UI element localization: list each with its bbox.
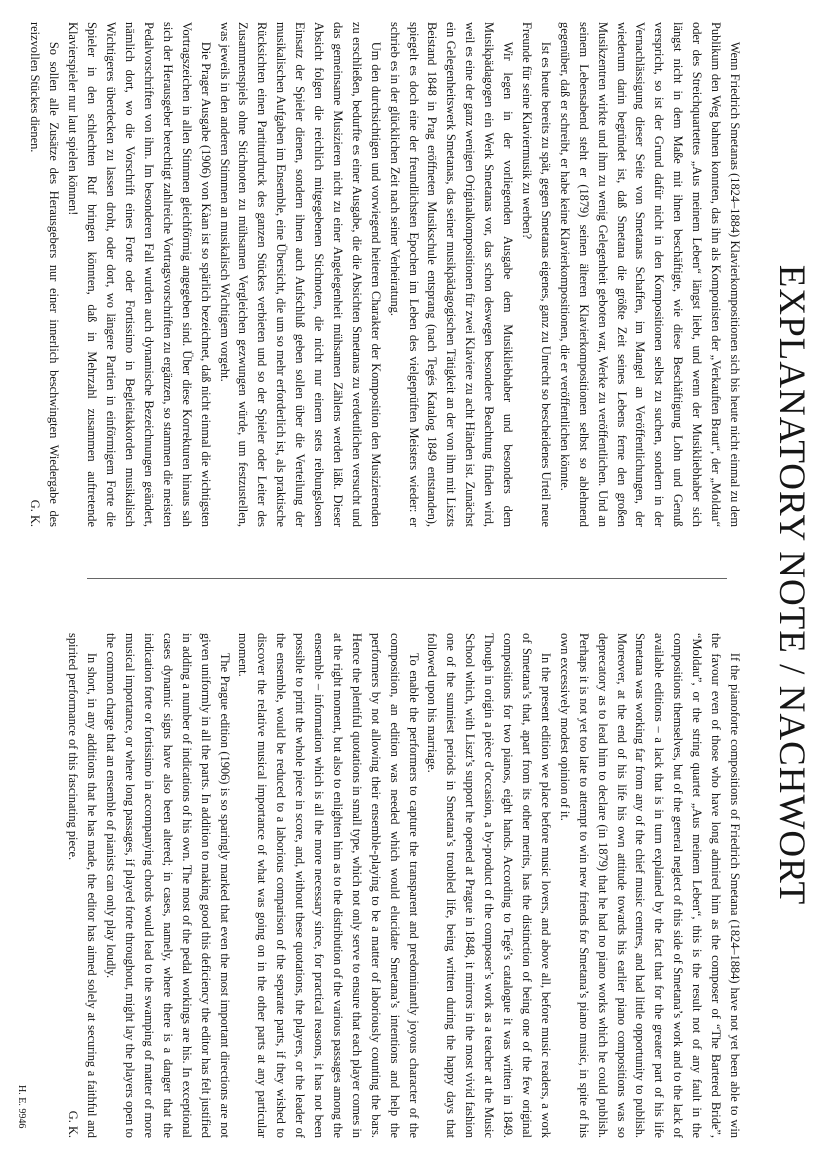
german-paragraph: Wenn Friedrich Smetanas (1824–1884) Klavierkompositionen sich bis heute nicht einmal zu dem Publikum den Weg bahnen konnten, das ihn als Komponisten der „Verkauften Braut“, der „Moldau“ oder des Streichquartettes „Aus meinem Leben“ längst liebt, und wenn der Musikliebhaber sich längst nicht in dem Maße mit ihnen beschäftigte, wie diese Beschäftigung Lohn und Genuß verspricht, so ist der Grund dafür nicht in den Kompositionen selbst zu suchen, sondern in der Vernachlässigung dieser Seite von Smetanas Schaffen, im Mangel an Veröffentlichungen, der wiederum darin begründet ist, daß Smetana die größte Zeit seines Lebens ferne den großen Musikzentren wirkte und ihm zu wenig Gelegenheit geboten war, Werke zu veröffentlichen. Und an seinem Lebensabend steht er (1879) seinen älteren Klavierkompositionen selbst so ablehnend gegenüber, daß er schreibt, er habe keine Klavierkompositionen, die er veröffentlichen könnte. — [557, 22, 742, 527]
german-paragraph: Um den durchsichtigen und vorwiegend heiteren Charakter der Komposition den Musizierenden zu erschließen, bedurfte es einer Ausgabe, die die Absichten Smetanas zu verdeutlichen versucht und das gemeinsame Musizieren nicht zu einer Angelegenheit mühsamen Zählens werden läßt. Dieser Absicht folgen die reichlich mitgegebenen Stichnoten, die nicht nur einem stets reibungslosen Einsatz der Spieler dienen, sondern ihnen auch Aufschluß geben sollen über die Verteilung der musikalischen Aufgaben im Ensemble, eine Übersicht, die um so mehr erforderlich ist, als praktische Rücksichten einen Partiturdruck des ganzen Stückes verbieten und so der Spieler oder Leiter des Zusammenspiels ohne Stichnoten zu mühsamen Vergleichen gezwungen würde, um festzustellen, was jeweils in den anderen Stimmen an musikalisch Wichtigem vorgeht. — [217, 22, 383, 527]
german-column — [28, 22, 744, 527]
german-paragraph: Wir legen in der vorliegenden Ausgabe dem Musikliebhaber und besonders dem Musikpädagogen ein Werk Smetanas vor, das schon deswegen besondere Beachtung finden wird, weil es eine der ganz wenigen Originalkompositionen für zwei Klaviere zu acht Händen ist. Zunächst ein Gelegenheitswerk Smetanas, das seiner musikpädagogischen Tätigkeit an der von ihm mit Liszts Beistand 1848 in Prag eröffneten Musikschule entsprang (nach Tegés Katalog 1849 entstanden), spiegelt es doch eine der freundlichsten Epochen im Leben des vielgeprüften Meisters wieder: er schrieb es in der glücklichen Zeit nach seiner Verheiratung. — [387, 22, 516, 527]
english-column — [39, 633, 744, 1138]
english-paragraph: In the present edition we place before music lovers, and above all, before music readers, a work of Smetana’s that, apart from its other merits, has the distinction of being one of the few original compositions for two pianos, eight hands. According to Tegé’s catalogue it was written in 1849. Though in origin a pièce d’occasion, a by-product of the composer’s work as a teacher at the Music School which, with Liszt’s support he opened at Prague in 1848, it mirrors in the most vivid fashion one of the sunniest periods in Smetana’s troubled life, being written during the happy days that followed upon his marriage. — [425, 633, 553, 1138]
english-paragraph: The Prague edition (1906) is so sparingly marked that even the most important directions are not given uniformly in all the parts. In addition to making good this deficiency the editor has felt justified in adding a number of indications of his own. The most of the pedal workings are his. In exceptional cases dynamic signs have also been altered; in cases, namely, where there is a danger that the indication forte or fortissimo in accompanying chords would lead to the swamping of matter of more musical importance, or where long passages, if played forte throughout, might lay the players open to the common charge that an ensemble of pianists can only play loudly. — [104, 633, 232, 1138]
english-closing-paragraph — [63, 633, 101, 1138]
english-signature: G. K. — [66, 1110, 81, 1138]
english-closing-text: In short, in any additions that he has made, the editor has aimed solely at securing a faithful and spirited performance of this fascinating piece. — [66, 633, 100, 1138]
german-signature: G. K. — [28, 499, 43, 527]
column-divider — [87, 578, 727, 579]
page-title: EXPLANATORY NOTE / NACHWORT — [771, 264, 812, 906]
english-paragraph: If the pianoforte compositions of Friedrich Smetana (1824–1884) have not yet been able to win the favour even of those who have long admired him as the composer of “The Bartered Bride”, “Moldau”, or the string quartet „Aus meinem Leben“, this is the result not of any fault in the compositions themselves, but of the general neglect of this side of Smetana’s work and to the lack of available editions – a lack that is in turn explained by the fact that for the greater part of his life Smetana was working far from any of the chief music centres, and had little opportunity to publish. Moreover, at the end of his life his own attitude towards his earlier piano compositions was so deprecatory as to lead him to declare (in 1879) that he had no piano works which he could publish. Perhaps it is not yet too late to attempt to win new friends for Smetana’s piano music, in spite of his own excessively modest opinion of it. — [557, 633, 742, 1138]
english-paragraph: To enable the performers to capture the transparent and predominantly joyous character of the composition, an edition was needed which would elucidate Smetana’s intentions and help the performers by not allowing their ensemble-playing to be a matter of laboriously counting the bars. Hence the plentiful quotations in small type, which not only serve to ensure that each player comes in at the right moment, but also to enlighten him as to the distribution of the various passages among the ensemble – information which is all the more necessary since, for practical reasons, it has not been possible to print the whole piece in score, and, without these quotations, the players, or the leader of the ensemble, would be reduced to a laborious comparison of the separate parts, if they wished to discover the relative musical importance of what was going on in the other parts at any particular moment. — [236, 633, 421, 1138]
plate-number: H. E. 9946 — [16, 1085, 27, 1129]
german-closing-paragraph — [26, 22, 64, 527]
german-closing-text: So sollen alle Zusätze des Herausgebers nur einer innerlich beschwingten Wiedergabe des reizvollen Stückes dienen. — [28, 22, 62, 527]
german-paragraph: Ist es heute bereits zu spät, gegen Smetanas eigenes, ganz zu Unrecht so bescheidenes Urteil neue Freunde für seine Klaviermusik zu werben? — [520, 22, 553, 527]
german-paragraph: Die Prager Ausgabe (1906) von Kàan ist so spärlich bezeichnet, daß nicht einmal die wichtigsten Vortragszeichen in allen Stimmen gleichförmig angegeben sind. Über diese Korrekturen hinaus sah sich der Herausgeber berechtigt zahlreiche Vortragsvorschriften zu ergänzen, so stammen die meisten Pedalvorschriften von ihm. Im besonderen Fall wurden auch dynamische Bezeichnungen geändert, nämlich dort, wo die Vorschrift eines Forte oder Fortissimo in Begleitakkorden musikalisch Wichtigeres überdecken zu lassen droht, oder dort, wo längere Partien in einförmigem Forte die Spieler in den schlechten Ruf bringen könnten, daß in Mehrzahl zusammen auftretende Klavierspieler nur laut spielen können! — [66, 22, 213, 527]
